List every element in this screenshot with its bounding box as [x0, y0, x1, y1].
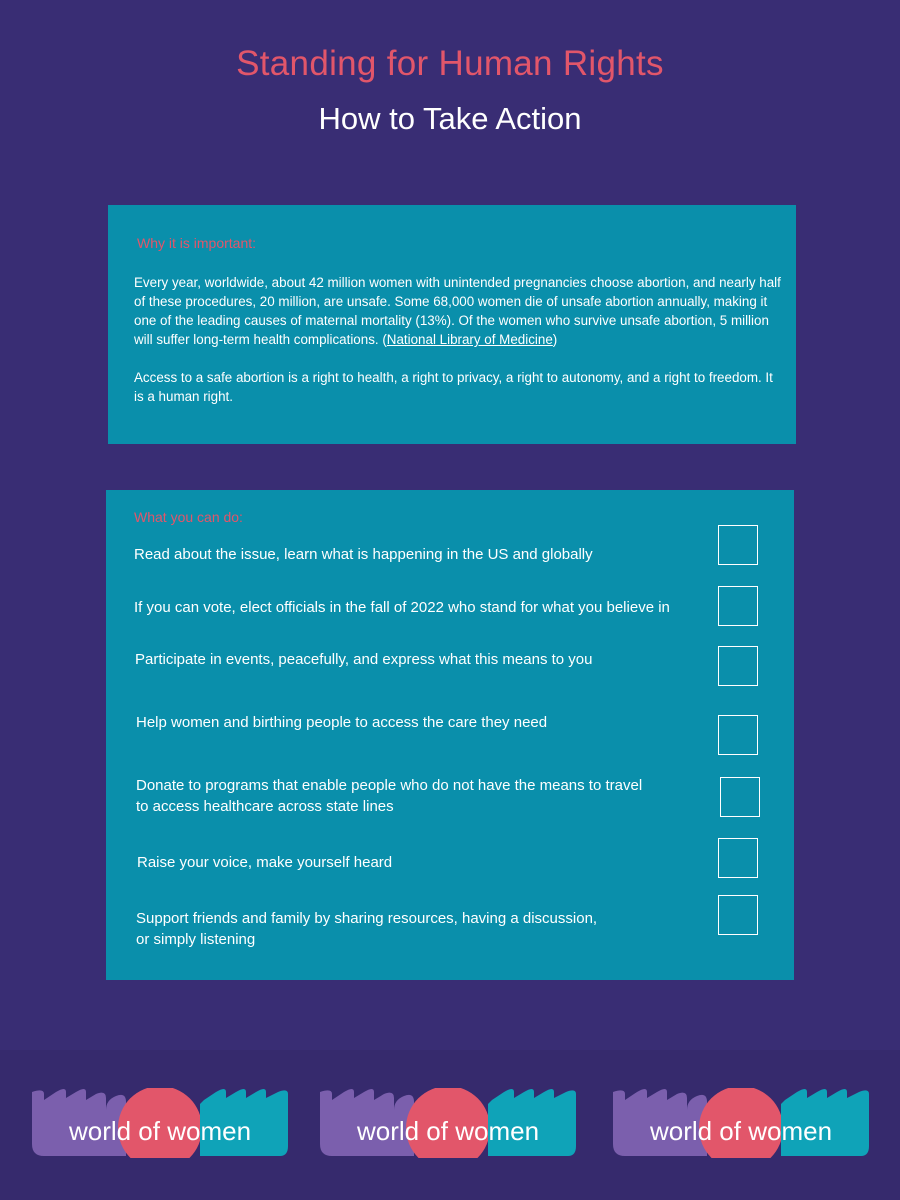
action-text: Raise your voice, make yourself heard — [137, 854, 393, 871]
action-text: Help women and birthing people to access the care they need — [136, 714, 548, 731]
action-text-line2: to access healthcare across state lines — [136, 798, 394, 815]
national-library-link[interactable]: National Library of Medicine — [386, 332, 553, 347]
action-item-6 — [137, 852, 392, 873]
why-paragraph-2: Access to a safe abortion is a right to health, a right to privacy, a right to autonomy, and a right to freedom. It is a human right. — [134, 370, 773, 404]
action-item-1 — [134, 544, 593, 565]
wow-logo-3 — [611, 1088, 871, 1158]
action-checkbox-7[interactable] — [718, 895, 758, 935]
action-text: Read about the issue, learn what is happening in the US and globally — [134, 546, 593, 563]
action-checkbox-6[interactable] — [718, 838, 758, 878]
action-checkbox-4[interactable] — [718, 715, 758, 755]
why-important-panel — [108, 205, 796, 444]
wow-logo-text: world of women — [649, 1116, 833, 1146]
why-paragraph-1-text: Every year, worldwide, about 42 million women with unintended pregnancies choose abortion, and nearly half of these procedures, 20 million, are unsafe. Some 68,000 women die of unsafe abortion annually, making it one of the leading causes of maternal mortality (13%). Of the women who survive unsafe abortion, 5 million will suffer long-term health complications. ( — [134, 275, 781, 347]
action-text: If you can vote, elect officials in the fall of 2022 who stand for what you believe in — [134, 599, 670, 616]
wow-logo-2 — [318, 1088, 578, 1158]
action-checkbox-3[interactable] — [718, 646, 758, 686]
action-text: Donate to programs that enable people who do not have the means to travel — [136, 777, 643, 794]
action-text-line2: or simply listening — [136, 931, 256, 948]
action-item-3 — [135, 649, 592, 670]
action-item-5 — [136, 775, 642, 817]
action-checkbox-5[interactable] — [720, 777, 760, 817]
actions-heading: What you can do: — [134, 509, 243, 525]
wow-logo-text: world of women — [356, 1116, 540, 1146]
why-paragraph-1 — [134, 273, 784, 349]
what-you-can-do-panel — [106, 490, 794, 980]
action-item-2 — [134, 597, 670, 618]
wow-logo-1 — [30, 1088, 290, 1158]
action-checkbox-2[interactable] — [718, 586, 758, 626]
why-paragraph-1-end: ) — [552, 332, 558, 347]
action-text: Support friends and family by sharing resources, having a discussion, — [136, 910, 598, 927]
page-title: Standing for Human Rights — [236, 44, 664, 83]
wow-logo-text: world of women — [68, 1116, 252, 1146]
page-subtitle: How to Take Action — [318, 101, 582, 136]
action-item-4 — [136, 712, 547, 733]
action-item-7 — [136, 908, 597, 950]
action-checkbox-1[interactable] — [718, 525, 758, 565]
why-heading: Why it is important: — [137, 235, 257, 251]
action-text: Participate in events, peacefully, and express what this means to you — [135, 651, 593, 668]
